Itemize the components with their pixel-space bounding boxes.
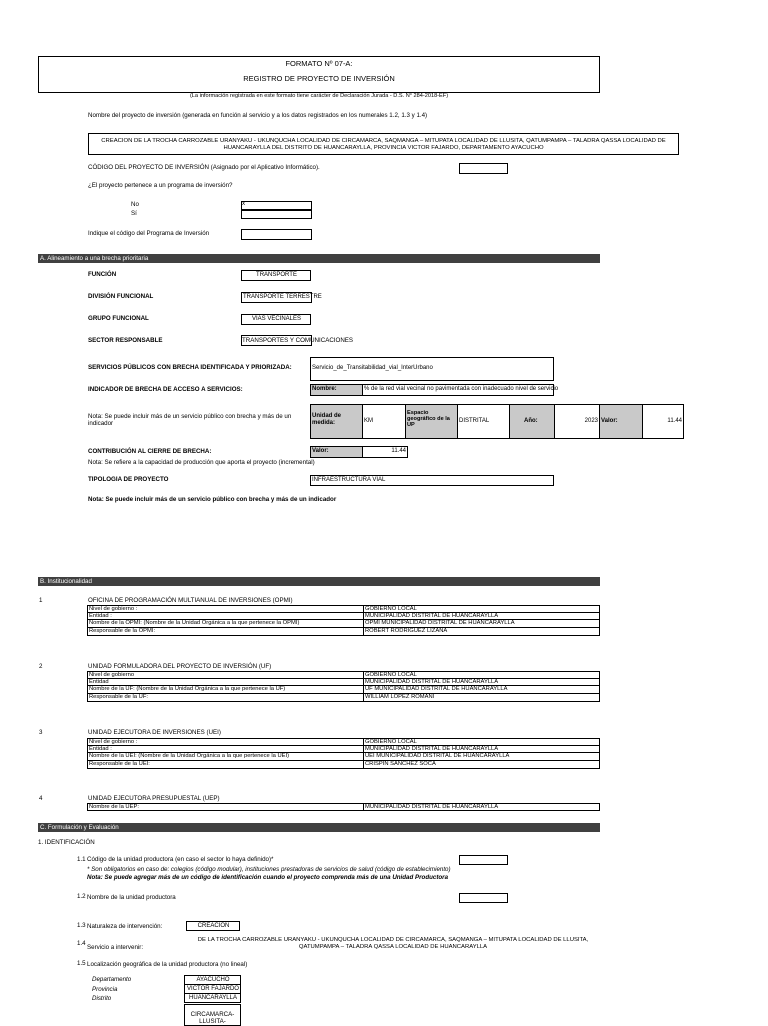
table-row bbox=[87, 761, 600, 769]
localidad-line2: LLUSITA- bbox=[199, 1018, 226, 1025]
program-code-label: Indique el código del Programa de Inversión bbox=[88, 230, 210, 237]
no-checkbox[interactable] bbox=[241, 201, 312, 210]
row-value: GOBIERNO LOCAL bbox=[365, 739, 417, 745]
servicios-value: Servicio_de_Transitabilidad_vial_InterUrbano bbox=[310, 357, 554, 381]
table-row bbox=[87, 671, 600, 679]
project-name-label: Nombre del proyecto de inversión (generada en función al servicio y a los datos registrados en los numerales 1.2, 1.3 y 1.4) bbox=[88, 112, 428, 119]
departamento-label: Departamento bbox=[92, 976, 132, 983]
item-1-4-number: 1.4 bbox=[77, 940, 86, 947]
item-1-1-note1: * Son obligatorios en caso de: colegios (código modular), instituciones prestadoras de servicios de salud (código de establecimiento) bbox=[87, 866, 451, 873]
valor-label: Valor: bbox=[599, 404, 643, 439]
contribucion-nota: Nota: Se refiere a la capacidad de producción que aporta el proyecto (incremental) bbox=[88, 459, 315, 466]
unidad-productora-name-field[interactable] bbox=[459, 893, 508, 903]
unidad-value: KM bbox=[362, 404, 406, 439]
section-a-bar: A. Alineamiento a una brecha prioritaria bbox=[38, 254, 600, 263]
table-row bbox=[87, 753, 600, 761]
row-label: Entidad : bbox=[89, 612, 112, 619]
sector-value: TRANSPORTES Y COMUNICACIONES bbox=[242, 337, 354, 344]
program-code-field[interactable] bbox=[241, 229, 312, 240]
project-code-label: CÓDIGO DEL PROYECTO DE INVERSIÓN (Asignado por el Aplicativo Informático). bbox=[88, 164, 320, 171]
table-row bbox=[87, 628, 600, 636]
group-number: 4 bbox=[39, 795, 43, 802]
row-label: Responsable de la OPMI: bbox=[89, 628, 156, 635]
project-name-line2: HUANCARAYLLA DEL DISTRITO DE HUANCARAYLLA, PROVINCIA VICTOR FAJARDO, DEPARTAMENTO AYACUCHO bbox=[223, 145, 544, 151]
funcion-value: TRANSPORTE bbox=[241, 270, 311, 281]
group-title: UNIDAD EJECUTORA PRESUPUESTAL (UEP) bbox=[88, 795, 220, 802]
row-value: MUNICIPALIDAD DISTRITAL DE HUANCARAYLLA bbox=[365, 804, 499, 810]
departamento-value: AYACUCHO bbox=[184, 975, 241, 985]
nota1-line1: Nota: Se puede incluir más de un servicio público con brecha y más de un bbox=[88, 413, 292, 420]
tipologia-value: INFRAESTRUCTURA VIAL bbox=[310, 475, 554, 486]
item-1-5-label: Localización geográfica de la unidad productora (no lineal) bbox=[87, 961, 248, 968]
no-mark: x bbox=[242, 200, 246, 207]
program-question: ¿El proyecto pertenece a un programa de inversión? bbox=[88, 182, 233, 189]
group-title: OFICINA DE PROGRAMACIÓN MULTIANUAL DE INVERSIONES (OPMI) bbox=[88, 597, 293, 604]
group-title: UNIDAD FORMULADORA DEL PROYECTO DE INVERSIÓN (UF) bbox=[88, 663, 272, 670]
group-title: UNIDAD EJECUTORA DE INVERSIONES (UEI) bbox=[88, 729, 221, 736]
item-1-3-number: 1.3 bbox=[77, 922, 86, 929]
anio-value: 2023 bbox=[554, 404, 600, 439]
unidad-productora-code-field[interactable] bbox=[459, 855, 508, 865]
group-number: 2 bbox=[39, 663, 43, 670]
division-label: DIVISIÓN FUNCIONAL bbox=[88, 293, 154, 300]
valor-value: 11.44 bbox=[642, 404, 684, 439]
funcion-label: FUNCIÓN bbox=[88, 271, 117, 278]
row-label: Nivel de gobierno : bbox=[89, 606, 138, 612]
grupo-value: VIAS VECINALES bbox=[241, 314, 311, 325]
row-value: GOBIERNO LOCAL bbox=[365, 672, 417, 678]
nombre-label: Nombre: bbox=[310, 384, 363, 396]
naturaleza-value: CREACION bbox=[186, 921, 240, 931]
table-row bbox=[87, 620, 600, 628]
table-row bbox=[87, 605, 600, 613]
item-1-4-label: Servicio a intervenir: bbox=[87, 944, 144, 951]
group-number: 1 bbox=[39, 597, 43, 604]
uei-table bbox=[87, 738, 600, 769]
servicios-label: SERVICIOS PÚBLICOS CON BRECHA IDENTIFICADA Y PRIORIZADA: bbox=[88, 364, 292, 371]
anio-label: Año: bbox=[509, 404, 555, 439]
row-label: Nombre de la UF: (Nombre de la Unidad Orgánica a la que pertenece la UF) bbox=[89, 686, 286, 693]
row-value: UEI MUNICIPALIDAD DISTRITAL DE HUANCARAYLLA bbox=[365, 753, 510, 760]
row-value: OPMI MUNICIPALIDAD DISTRITAL DE HUANCARAYLLA bbox=[365, 620, 515, 627]
row-label: Nombre de la OPMI: (Nombre de la Unidad Orgánica a la que pertenece la OPMI) bbox=[89, 620, 300, 627]
row-label: Nivel de gobierno : bbox=[89, 739, 138, 745]
project-name-line1: CREACION DE LA TROCHA CARROZABLE URANYAKU - UKUNQUCHA LOCALIDAD DE CIRCAMARCA, SAQMANGA – MITUPATA LOCALIDAD DE LLUSITA, QATUMPAMPA – TALADRA QASSA LOCALIDAD DE bbox=[101, 138, 666, 144]
uep-table bbox=[87, 803, 600, 811]
tipologia-label: TIPOLOGIA DE PROYECTO bbox=[88, 476, 169, 483]
indicador-label: INDICADOR DE BRECHA DE ACCESO A SERVICIOS: bbox=[88, 386, 243, 393]
row-value: CRISPIN SANCHEZ SOCA bbox=[365, 761, 436, 768]
row-value: ROBERT RODRIGUEZ LIZANA bbox=[365, 628, 448, 635]
row-label: Entidad bbox=[89, 678, 109, 685]
row-label: Responsable de la UEI: bbox=[89, 761, 150, 768]
section-b-bar: B. Institucionalidad bbox=[38, 577, 600, 586]
row-label: Responsable de la UF: bbox=[89, 694, 148, 701]
contribucion-valor: 11.44 bbox=[362, 446, 408, 458]
group-number: 3 bbox=[39, 729, 43, 736]
unidad-label: Unidad de medida: bbox=[310, 404, 363, 439]
localidad-line1: CIRCAMARCA- bbox=[190, 1011, 235, 1018]
item-1-1-label: Código de la unidad productora (en caso el sector lo haya definido)* bbox=[87, 856, 274, 863]
declaration-note: (La información registrada en este formato tiene carácter de Declaración Jurada - D.S. N° 284-2018-EF) bbox=[189, 93, 449, 99]
form-title: FORMATO Nº 07-A: bbox=[285, 59, 353, 68]
table-row bbox=[87, 738, 600, 746]
table-row bbox=[87, 694, 600, 702]
nota1-line2: indicador bbox=[88, 420, 114, 427]
row-value: GOBIERNO LOCAL bbox=[365, 606, 417, 612]
table-row bbox=[87, 746, 600, 754]
provincia-value: VICTOR FAJARDO bbox=[184, 984, 241, 994]
table-row bbox=[87, 686, 600, 694]
item-1-1-number: 1.1 bbox=[77, 856, 86, 863]
row-value: UF MUNICIPALIDAD DISTRITAL DE HUANCARAYLLA bbox=[365, 686, 508, 693]
project-code-field[interactable] bbox=[459, 163, 508, 174]
espacio-label: Espacio geográfico de la UP bbox=[405, 404, 458, 439]
table-row bbox=[87, 803, 600, 811]
contribucion-label: CONTRIBUCIÓN AL CIERRE DE BRECHA: bbox=[88, 448, 212, 455]
sector-label: SECTOR RESPONSABLE bbox=[88, 337, 163, 344]
servicio-line1: DE LA TROCHA CARROZABLE URANYAKU - UKUNQUCHA LOCALIDAD DE CIRCAMARCA, SAQMANGA – MITUPATA LOCALIDAD DE LLUSITA, bbox=[197, 937, 589, 943]
opmi-table bbox=[87, 605, 600, 636]
nombre-value: % de la red vial vecinal no pavimentada con inadecuado nivel de servicio bbox=[362, 384, 554, 396]
row-label: Nivel de gobierno bbox=[89, 672, 135, 678]
grupo-label: GRUPO FUNCIONAL bbox=[88, 315, 149, 322]
item-1-3-label: Naturaleza de intervención: bbox=[87, 923, 163, 930]
si-checkbox[interactable] bbox=[241, 210, 312, 219]
row-value: WILLIAM LOPEZ ROMANI bbox=[365, 694, 435, 701]
item-1-1-note2: Nota: Se puede agregar más de un código de identificación cuando el proyecto comprenda más de una Unidad Productora bbox=[87, 874, 449, 881]
form-subtitle: REGISTRO DE PROYECTO DE INVERSIÓN bbox=[243, 74, 395, 83]
row-value: MUNICIPALIDAD DISTRITAL DE HUANCARAYLLA bbox=[365, 678, 499, 685]
item-1-2-number: 1.2 bbox=[77, 893, 86, 900]
row-label: Nombre de la UEI: (Nombre de la Unidad Orgánica a la que pertenece la UEI) bbox=[89, 753, 290, 760]
distrito-value: HUANCARAYLLA bbox=[184, 993, 241, 1003]
row-value: MUNICIPALIDAD DISTRITAL DE HUANCARAYLLA bbox=[365, 612, 499, 619]
uf-table bbox=[87, 671, 600, 702]
table-row bbox=[87, 613, 600, 621]
distrito-label: Distrito bbox=[92, 995, 112, 1002]
espacio-value: DISTRITAL bbox=[457, 404, 510, 439]
division-value: TRANSPORTE TERRESTRE bbox=[241, 292, 312, 303]
contribucion-valor-label: Valor: bbox=[310, 446, 363, 458]
nota2: Nota: Se puede incluir más de un servicio público con brecha y más de un indicador bbox=[88, 496, 337, 503]
item-1-5-number: 1.5 bbox=[77, 960, 86, 967]
row-value: MUNICIPALIDAD DISTRITAL DE HUANCARAYLLA bbox=[365, 745, 499, 752]
table-row bbox=[87, 679, 600, 687]
section-c-bar: C. Formulación y Evaluación bbox=[38, 823, 600, 832]
no-label: No bbox=[131, 201, 139, 208]
row-label: Entidad : bbox=[89, 745, 112, 752]
servicio-line2: QATUMPAMPA – TALADRA QASSA LOCALIDAD DE HUANCARAYLLA bbox=[298, 944, 488, 950]
identificacion-heading: 1. IDENTIFICACIÓN bbox=[38, 839, 95, 846]
provincia-label: Provincia bbox=[92, 986, 118, 993]
si-label: Sí bbox=[131, 210, 137, 217]
item-1-2-label: Nombre de la unidad productora bbox=[87, 894, 176, 901]
row-label: Nombre de la UEP: bbox=[89, 804, 139, 810]
